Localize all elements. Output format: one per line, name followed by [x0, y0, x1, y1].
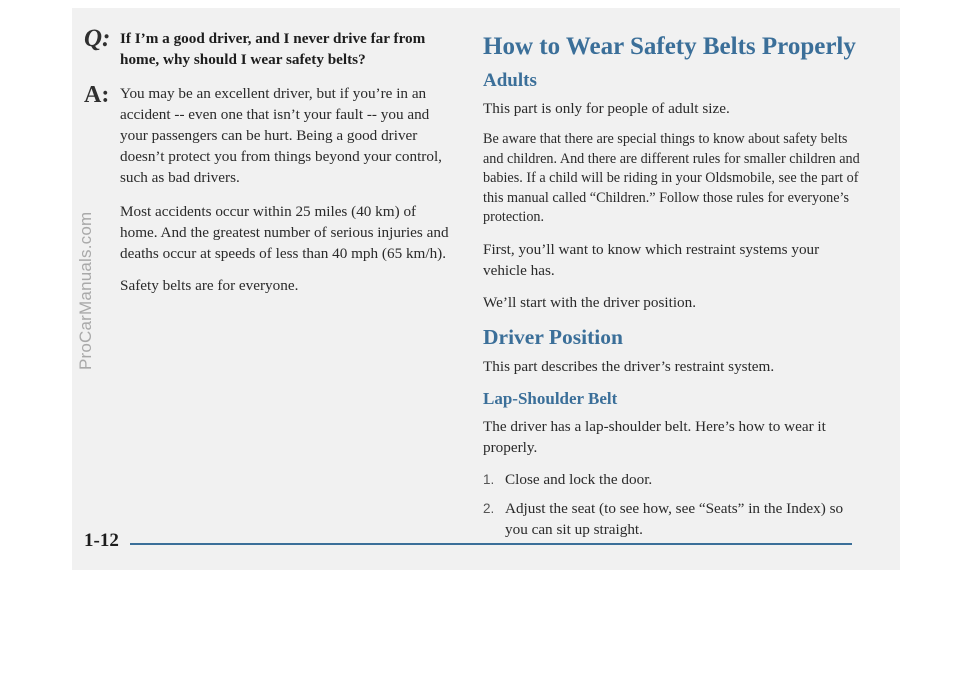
page-number: 1-12: [84, 530, 119, 551]
driver-paragraph: This part describes the driver’s restraint system.: [483, 357, 775, 375]
question-text: If I’m a good driver, and I never drive far from home, why should I wear safety belts?: [120, 30, 426, 68]
answer-text: You may be an excellent driver, but if you’re in an accident -- even one that isn’t your fault -- you and your passengers can be hurt. Being a good driver doesn’t protect you from things beyond your control, such as bad drivers.: [120, 85, 442, 186]
step-number: 2.: [483, 500, 495, 516]
lap-shoulder-belt-heading: Lap-Shoulder Belt: [483, 388, 618, 408]
lap-shoulder-paragraph: The driver has a lap-shoulder belt. Here’s how to wear it properly.: [483, 417, 826, 456]
driver-position-heading: Driver Position: [483, 324, 623, 349]
footer-rule: [130, 543, 852, 545]
question-marker: Q:: [84, 25, 111, 52]
right-column: [483, 28, 863, 548]
watermark: ProCarManuals.com: [76, 211, 95, 370]
accident-statistics-paragraph: Most accidents occur within 25 miles (40 km) of home. And the greatest number of serious injuries and deaths occur at speeds of less than 40 mph (65 km/h).: [120, 203, 449, 262]
adults-heading: Adults: [483, 70, 537, 91]
step-text: Adjust the seat (to see how, see “Seats” in the Index) so you can sit up straight.: [505, 499, 844, 538]
step-number: 1.: [483, 471, 495, 487]
adults-paragraph-3: First, you’ll want to know which restraint systems your vehicle has.: [483, 240, 820, 279]
list-item: [483, 469, 863, 490]
page-footer: [84, 530, 852, 556]
section-title: How to Wear Safety Belts Properly: [483, 33, 856, 60]
left-column: [84, 25, 456, 307]
belt-steps-list: [483, 469, 863, 540]
answer-marker: A:: [84, 82, 110, 108]
safety-belts-everyone-paragraph: Safety belts are for everyone.: [120, 277, 299, 294]
adults-paragraph-2: Be aware that there are special things to know about safety belts and children. And there are different rules for smaller children and babies. If a child will be riding in your Oldsmobile, see the part of this manual called “Children.” Follow those rules for everyone’s protection.: [483, 131, 860, 225]
adults-paragraph-1: This part is only for people of adult size.: [483, 100, 730, 117]
answer-block: [84, 83, 456, 188]
question-block: [84, 25, 456, 70]
adults-paragraph-4: We’ll start with the driver position.: [483, 293, 697, 311]
step-text: Close and lock the door.: [505, 470, 653, 488]
